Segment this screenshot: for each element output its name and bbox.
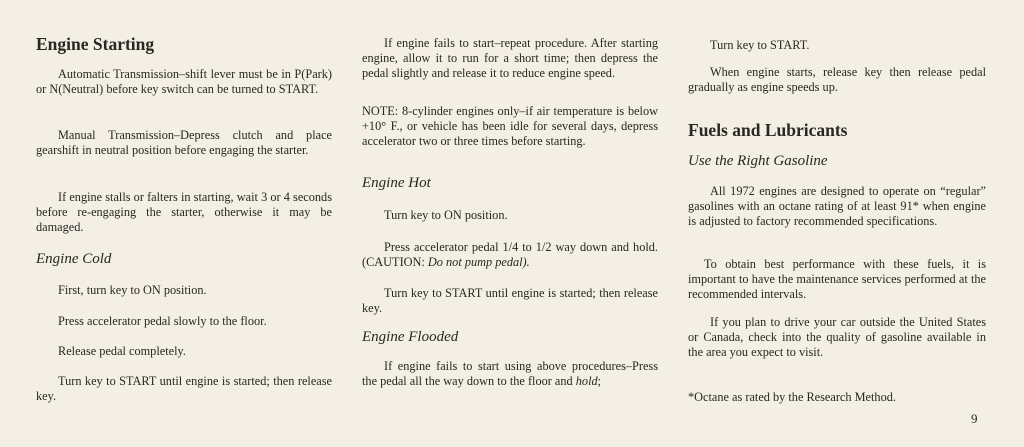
para-1972-engines: All 1972 engines are designed to operate on “regular” gasolines with an octane rating of at least 91* when engine is adjusted to factory recommended specifications. xyxy=(688,184,986,229)
caution-text: Do not pump pedal). xyxy=(427,255,530,270)
heading-engine-hot: Engine Hot xyxy=(362,175,431,191)
hold-text: hold xyxy=(575,374,598,389)
heading-right-gasoline: Use the Right Gasoline xyxy=(688,153,828,169)
para-engine-starts: When engine starts, release key then release pedal gradually as engine speeds up. xyxy=(688,65,986,95)
heading-engine-cold: Engine Cold xyxy=(36,251,112,267)
para-outside-us: If you plan to drive your car outside the United States or Canada, check into the quality of gasoline available in the area you expect to visit. xyxy=(688,315,986,360)
para-automatic-transmission: Automatic Transmission–shift lever must be in P(Park) or N(Neutral) before key switch can be turned to START. xyxy=(36,67,332,97)
footnote-octane: *Octane as rated by the Research Method. xyxy=(688,390,896,404)
para-hot-key-on: Turn key to ON position. xyxy=(384,208,508,222)
para-manual-transmission: Manual Transmission–Depress clutch and place gearshift in neutral position before engaging the starter. xyxy=(36,128,332,158)
heading-fuels-lubricants: Fuels and Lubricants xyxy=(688,120,848,140)
para-key-start: Turn key to START until engine is started; then release key. xyxy=(36,374,332,404)
para-press-pedal: Press accelerator pedal slowly to the floor. xyxy=(58,314,267,328)
para-press-accelerator: Press accelerator pedal 1/4 to 1/2 way down and hold. (CAUTION: Do not pump pedal). xyxy=(362,240,658,270)
para-turn-key-start: Turn key to START. xyxy=(710,38,810,52)
para-release-pedal: Release pedal completely. xyxy=(58,344,186,358)
para-note-8-cylinder: NOTE: 8-cylinder engines only–if air temperature is below +10° F., or vehicle has been idle for several days, depress accelerator two or three times before starting. xyxy=(362,104,658,149)
para-key-on: First, turn key to ON position. xyxy=(58,283,207,297)
para-repeat-procedure: If engine fails to start–repeat procedure. After starting engine, allow it to run for a short time; then depress the pedal slightly and release it to reduce engine speed. xyxy=(362,36,658,81)
heading-engine-flooded: Engine Flooded xyxy=(362,329,459,345)
para-engine-stalls: If engine stalls or falters in starting, wait 3 or 4 seconds before re-engaging the starter, otherwise it may be damaged. xyxy=(36,190,332,235)
para-flooded-procedure: If engine fails to start using above procedures–Press the pedal all the way down to the floor and hold; xyxy=(362,359,658,389)
heading-engine-starting: Engine Starting xyxy=(36,34,155,54)
para-best-performance: To obtain best performance with these fuels, it is important to have the maintenance services performed at the recommended intervals. xyxy=(688,257,986,302)
page-number: 9 xyxy=(971,411,978,426)
para-hot-key-start: Turn key to START until engine is started; then release key. xyxy=(362,286,658,316)
